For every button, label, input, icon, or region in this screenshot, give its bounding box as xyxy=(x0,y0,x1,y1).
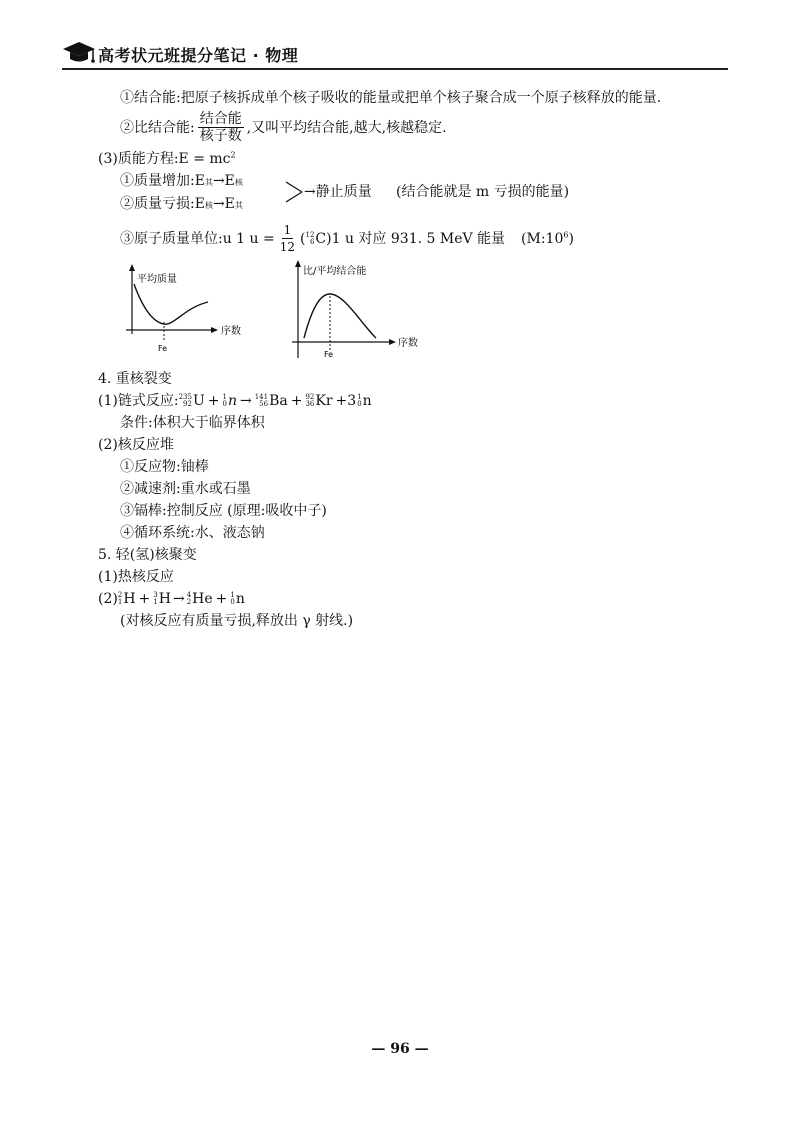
mass-loss-line xyxy=(120,195,243,215)
specific-binding-prefix: ②比结合能: xyxy=(120,119,195,136)
amu-energy-text: 1 u 对应 931. 5 MeV 能量 xyxy=(331,230,506,247)
mass-loss-sub2: 其 xyxy=(234,201,243,210)
helium-nuclide xyxy=(187,590,213,608)
critical-volume-condition: 条件:体积大于临界体积 xyxy=(120,415,265,431)
deuterium-nuclide xyxy=(118,590,136,608)
deuterium-charge-number: 1 xyxy=(117,598,123,606)
mass-increase-sub2: 核 xyxy=(234,178,243,187)
graph1-curve xyxy=(134,284,208,324)
tritium-symbol: H xyxy=(158,591,171,607)
barium-nuclide xyxy=(255,392,288,410)
fission-plus-2: + xyxy=(290,393,303,409)
mass-increase-arrow: →E xyxy=(212,173,235,189)
mass-increase-prefix: ①质量增加:E xyxy=(120,173,205,189)
specific-binding-energy-line xyxy=(120,111,447,144)
fusion-plus-2: + xyxy=(215,591,228,607)
helium-symbol: He xyxy=(192,591,213,607)
amu-numerator: 1 xyxy=(283,223,292,237)
fusion-reaction-prefix: (2) xyxy=(98,591,118,607)
amu-extra-close: ) xyxy=(568,230,574,247)
amu-denominator: 12 xyxy=(279,240,296,254)
deuterium-symbol: H xyxy=(123,591,136,607)
amu-fraction xyxy=(278,222,297,255)
graph1-x-arrow xyxy=(211,327,218,333)
amu-extra xyxy=(521,230,574,248)
graph2-y-arrow xyxy=(295,260,301,267)
average-mass-graph xyxy=(118,262,258,358)
fraction-denominator: 核子数 xyxy=(199,128,242,144)
tritium-charge-number: 1 xyxy=(153,598,158,606)
fusion-neutron-mass-number: 1 xyxy=(230,591,235,599)
graph1-y-arrow xyxy=(129,264,135,271)
reactor-item-fuel: ①反应物:铀棒 xyxy=(120,459,209,475)
neutron1-mass-number: 1 xyxy=(222,393,227,401)
specific-binding-suffix: ,又叫平均结合能,越大,核越稳定. xyxy=(246,119,447,136)
amu-extra-text: (M:10 xyxy=(521,230,564,247)
fission-plus-3: +3 xyxy=(335,393,357,409)
graduation-cap-icon xyxy=(62,40,96,66)
mass-increase-line xyxy=(120,172,243,192)
krypton-charge-number: 36 xyxy=(305,400,315,408)
carbon-12-nuclide xyxy=(306,230,332,248)
carbon-mass-number: 12 xyxy=(305,230,315,239)
fusion-reaction-line xyxy=(98,590,245,608)
mass-loss-prefix: ②质量亏损:E xyxy=(120,196,205,212)
graph2-fe-label: Fe xyxy=(324,350,334,359)
fusion-neutron-charge-number: 0 xyxy=(230,598,235,606)
graph2-curve xyxy=(304,294,376,338)
graph1-fe-label: Fe xyxy=(158,344,168,353)
amu-paren-open: ( xyxy=(300,230,306,247)
krypton-nuclide xyxy=(305,392,332,410)
reactor-item-control-rod: ③镉棒:控制反应 (原理:吸收中子) xyxy=(120,503,327,519)
fusion-neutron-symbol: n xyxy=(235,591,245,607)
binding-energy-graph xyxy=(284,258,434,362)
uranium-symbol: U xyxy=(192,393,205,409)
fusion-heading: 5. 轻(氢)核聚变 xyxy=(98,547,197,563)
carbon-symbol: C) xyxy=(315,230,332,247)
helium-mass-number: 4 xyxy=(186,591,192,599)
uranium-charge-number: 92 xyxy=(183,400,192,408)
mass-increase-sub1: 其 xyxy=(204,178,213,187)
mass-loss-arrow: →E xyxy=(212,196,235,212)
chain-reaction-line xyxy=(98,392,372,410)
neutron-nuclide-2 xyxy=(357,392,372,410)
graph2-y-label: 比/平均结合能 xyxy=(303,266,367,277)
atomic-mass-unit-line xyxy=(120,222,574,255)
rest-mass-text: →静止质量 xyxy=(304,184,372,200)
amu-extra-exponent: 6 xyxy=(563,229,569,239)
reactor-heading: (2)核反应堆 xyxy=(98,437,174,453)
neutron2-mass-number: 1 xyxy=(357,393,362,401)
page-number: — 96 — xyxy=(371,1041,429,1057)
neutron1-symbol: n xyxy=(227,393,237,409)
fraction-numerator: 结合能 xyxy=(199,111,242,127)
merge-bracket xyxy=(286,180,304,204)
krypton-symbol: Kr xyxy=(315,393,333,409)
binding-energy-fraction xyxy=(198,111,244,144)
krypton-mass-number: 92 xyxy=(305,393,315,401)
uranium-nuclide xyxy=(179,392,205,410)
reactor-item-coolant: ④循环系统:水、液态钠 xyxy=(120,525,265,541)
fusion-plus-1: + xyxy=(138,591,151,607)
amu-prefix: ③原子质量单位:u 1 u = xyxy=(120,230,275,247)
helium-charge-number: 2 xyxy=(186,598,192,606)
uranium-mass-number: 235 xyxy=(178,393,192,401)
neutron2-symbol: n xyxy=(362,393,372,409)
page-header xyxy=(62,38,728,72)
barium-symbol: Ba xyxy=(269,393,288,409)
graph1-y-label: 平均质量 xyxy=(137,274,177,285)
fusion-neutron-nuclide xyxy=(230,590,245,608)
carbon-charge-number: 6 xyxy=(309,237,315,246)
graph2-x-arrow xyxy=(389,339,396,345)
neutron1-charge-number: 0 xyxy=(222,400,227,408)
gamma-ray-note: (对核反应有质量亏损,释放出 γ 射线.) xyxy=(120,613,354,629)
mass-energy-heading xyxy=(98,150,236,168)
tritium-mass-number: 3 xyxy=(153,591,158,599)
reactor-item-moderator: ②减速剂:重水或石墨 xyxy=(120,481,251,497)
deuterium-mass-number: 2 xyxy=(117,591,123,599)
graph1-x-label: 序数 xyxy=(221,326,241,337)
tritium-nuclide xyxy=(153,590,171,608)
chain-reaction-prefix: (1)链式反应: xyxy=(98,393,179,409)
header-title: 高考状元班提分笔记 · 物理 xyxy=(98,46,299,65)
thermonuclear-reaction: (1)热核反应 xyxy=(98,569,174,585)
fission-arrow: → xyxy=(239,393,252,409)
mass-energy-exponent: 2 xyxy=(230,150,236,160)
header-rule xyxy=(62,68,728,70)
mass-loss-sub1: 核 xyxy=(204,201,213,210)
fusion-arrow: → xyxy=(172,591,185,607)
binding-energy-note: (结合能就是 m 亏损的能量) xyxy=(396,184,570,200)
mass-energy-heading-text: (3)质能方程:E = mc xyxy=(98,151,231,167)
barium-charge-number: 56 xyxy=(259,400,269,408)
neutron-nuclide-1 xyxy=(222,392,237,410)
barium-mass-number: 141 xyxy=(254,393,269,401)
graph2-x-label: 序数 xyxy=(398,338,418,349)
fission-plus-1: + xyxy=(207,393,220,409)
fission-heading: 4. 重核裂变 xyxy=(98,371,172,387)
neutron2-charge-number: 0 xyxy=(357,400,362,408)
binding-energy-def: ①结合能:把原子核拆成单个核子吸收的能量或把单个核子聚合成一个原子核释放的能量. xyxy=(120,90,662,106)
